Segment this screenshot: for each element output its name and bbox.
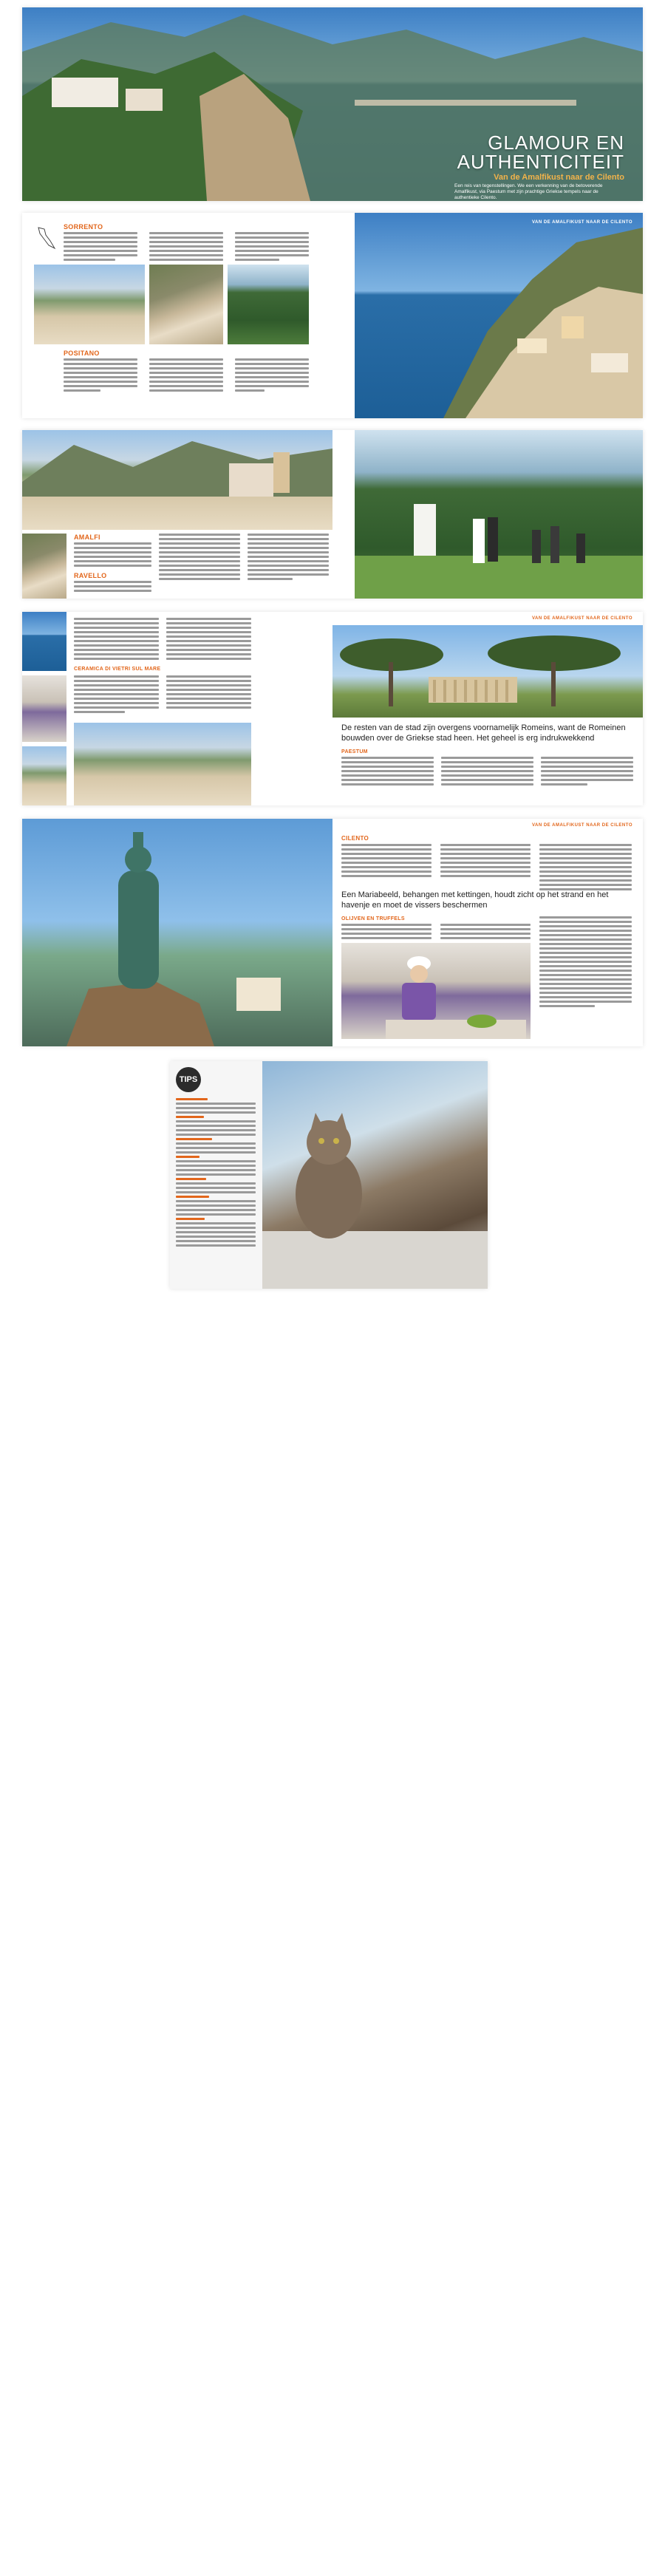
cat-photo [262, 1061, 488, 1289]
positano-hillside-illustration [355, 213, 643, 418]
body-text-amalfi [74, 542, 151, 569]
left-page [22, 213, 332, 418]
paestum-temple-photo [332, 625, 643, 718]
heading-positano: POSITANO [64, 350, 100, 357]
madonna-statue-photo [22, 819, 332, 1046]
body-text-col2 [159, 534, 240, 582]
vietri-beach-small-photo [22, 746, 66, 805]
spread-cilento [22, 819, 643, 1046]
spread-amalfi [22, 430, 643, 599]
body-text-positano [64, 358, 137, 394]
ravello-wedding-photo [355, 430, 643, 599]
right-page [332, 819, 643, 1046]
spread-vietri-paestum [22, 612, 643, 805]
cook-illustration [341, 943, 531, 1039]
cat-illustration [262, 1061, 488, 1289]
body-text-col3 [235, 232, 309, 263]
body-text-col1 [74, 618, 159, 662]
body-text-col2 [166, 618, 251, 662]
vietri-beach-photo [74, 723, 251, 805]
pull-quote: Een Mariabeeld, behangen met kettingen, houdt zicht op het strand en het havenje en moet de vissers beschermen [341, 890, 609, 910]
body-text-sorrento [64, 232, 137, 263]
article-subtitle: Van de Amalfikust naar de Cilento [494, 173, 624, 182]
page-kicker: VAN DE AMALFIKUST NAAR DE CILENTO [531, 616, 632, 621]
wedding-scene-illustration [355, 430, 643, 599]
heading-sorrento: SORRENTO [64, 223, 103, 231]
left-page [22, 612, 332, 805]
body-text-col2 [149, 232, 223, 263]
ceramics-shop-photo [22, 675, 66, 742]
body-text-olijven-col2 [440, 924, 531, 941]
right-page [332, 612, 643, 805]
body-text-ravello [74, 581, 151, 594]
amalfi-beach-photo [22, 430, 332, 530]
spread-sorrento-positano [22, 213, 643, 418]
sorrento-harbour-photo [34, 265, 145, 344]
body-text-vietri [74, 675, 159, 715]
tips-column [170, 1061, 262, 1289]
tips-badge: TIPS [176, 1067, 201, 1092]
page-kicker: VAN DE AMALFIKUST NAAR DE CILENTO [531, 220, 632, 225]
vietri-coast-photo [22, 612, 66, 671]
body-text-olijven [341, 924, 432, 941]
statue-illustration [22, 819, 332, 1046]
body-text-paestum [341, 757, 434, 788]
positano-photo [355, 213, 643, 418]
article-title [457, 133, 624, 171]
article-intro: Een reis van tegenstellingen. We een verkenning van de betoverende Amalfikust, via Paestum met zijn prachtige Griekse tempels naar de authentieke Cilento. [454, 183, 603, 200]
body-text-col3 [248, 534, 329, 582]
heading-olijven: OLIJVEN EN TRUFFELS [341, 916, 405, 921]
heading-paestum: PAESTUM [341, 749, 368, 754]
body-text-col3-lower [539, 916, 632, 1009]
heading-ravello: RAVELLO [74, 572, 107, 579]
body-text-cilento [341, 844, 432, 879]
body-text-positano-col2 [149, 358, 223, 394]
cook-kitchen-photo [341, 943, 531, 1039]
heading-cilento: CILENTO [341, 835, 369, 842]
body-text-paestum-col2 [441, 757, 533, 788]
body-text-positano-col3 [235, 358, 309, 394]
spread-tips [170, 1061, 488, 1289]
body-text-col3 [539, 844, 632, 893]
sorrento-coast-photo [228, 265, 309, 344]
tips-list [176, 1098, 256, 1249]
italy-map-icon [34, 226, 56, 253]
amalfi-cathedral-photo [22, 534, 66, 599]
page-kicker: VAN DE AMALFIKUST NAAR DE CILENTO [531, 823, 632, 828]
pull-quote: De resten van de stad zijn overgens voornamelijk Romeins, want de Romeinen bouwden over de Griekse stad heen. Het geheel is erg indrukwekkend [341, 723, 626, 743]
heading-amalfi: AMALFI [74, 534, 100, 541]
body-text-vietri-col2 [166, 675, 251, 711]
spread-opening [22, 7, 643, 201]
title-line-1: GLAMOUR EN [488, 132, 624, 154]
temple-pines-illustration [332, 625, 643, 718]
amalfi-mountain-illustration [22, 430, 332, 530]
body-text-col2 [440, 844, 531, 879]
title-line-2: AUTHENTICITEIT [457, 151, 624, 173]
body-text-paestum-col3 [541, 757, 633, 788]
heading-vietri: CERAMICA DI VIETRI SUL MARE [74, 667, 161, 672]
left-page [22, 430, 332, 599]
sorrento-cliff-photo [149, 265, 223, 344]
